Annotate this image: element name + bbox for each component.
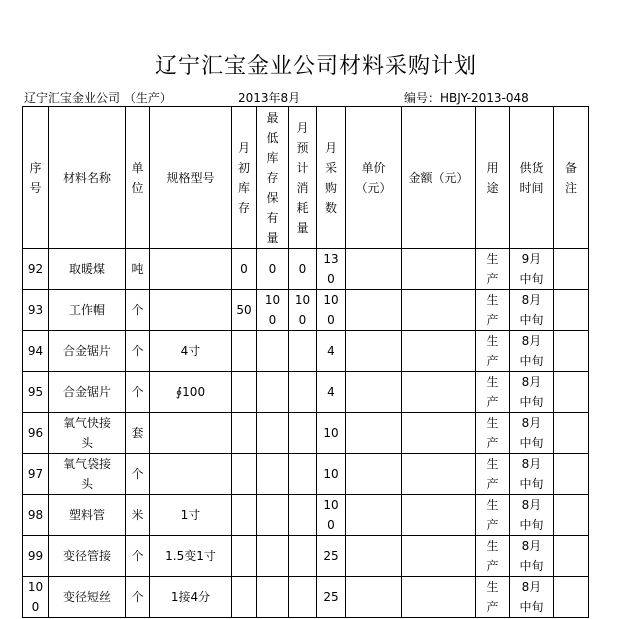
cell-supply-time [510,495,554,536]
cell-material-name [49,413,126,454]
cell-amount [402,454,476,495]
cell-opening-stock [232,577,257,618]
company-label: 辽宁汇宝金业公司 （生产） [24,91,172,105]
cell-material-name [49,290,126,331]
header-opening-stock: 月初库存 [232,107,257,249]
cell-remark [554,372,589,413]
cell-purchase [317,413,346,454]
table-row [23,372,589,413]
cell-opening-stock [232,454,257,495]
cell-seq-text: 98 [27,508,44,522]
cell-forecast [289,577,317,618]
cell-min-stock-text: 100 [264,293,281,327]
cell-material-name-text: 变径短丝 [62,590,111,604]
cell-purchase-text: 4 [327,344,335,358]
cell-seq [23,577,49,618]
cell-spec-text: 1.5变1寸 [165,549,216,563]
cell-material-name-text: 合金锯片 [62,344,111,358]
cell-spec [150,577,232,618]
cell-usage-text: 生产 [486,252,499,286]
cell-material-name [49,536,126,577]
cell-min-stock [257,495,289,536]
header-name: 材料名称 [49,107,126,249]
cell-usage [476,372,510,413]
cell-min-stock [257,454,289,495]
document-code: 编号：HBJY-2013-048 [404,91,529,105]
cell-amount [402,331,476,372]
cell-forecast [289,454,317,495]
cell-remark [554,413,589,454]
cell-unit [126,372,150,413]
cell-purchase [317,577,346,618]
cell-unit [126,290,150,331]
cell-usage-text: 生产 [486,416,499,450]
cell-unit [126,249,150,290]
header-unit: 单位 [126,107,150,249]
cell-forecast [289,372,317,413]
cell-material-name [49,454,126,495]
cell-amount [402,249,476,290]
cell-usage [476,495,510,536]
cell-unit [126,454,150,495]
cell-forecast [289,249,317,290]
cell-supply-time [510,372,554,413]
cell-purchase-text: 130 [323,252,339,286]
cell-unit [126,413,150,454]
cell-supply-time [510,536,554,577]
header-price: 单价（元） [346,107,402,249]
table-row [23,577,589,618]
cell-seq-text: 97 [27,467,44,481]
cell-material-name-text: 工作帽 [68,303,105,317]
header-supply-time: 供货时间 [510,107,554,249]
table-body [23,249,589,618]
header-remark: 备注 [554,107,589,249]
table-row [23,413,589,454]
cell-amount [402,577,476,618]
cell-material-name [49,372,126,413]
cell-material-name-text: 取暖煤 [68,262,105,276]
cell-purchase [317,290,346,331]
cell-unit-text: 米 [131,508,144,522]
cell-seq-text: 99 [27,549,44,563]
cell-usage [476,413,510,454]
cell-purchase-text: 10 [323,467,339,481]
cell-seq [23,495,49,536]
cell-price [346,331,402,372]
cell-unit [126,577,150,618]
cell-amount [402,290,476,331]
cell-opening-stock [232,372,257,413]
document-title: 辽宁汇宝金业公司材料采购计划 [154,54,477,79]
cell-seq [23,454,49,495]
table-row [23,495,589,536]
cell-min-stock [257,249,289,290]
purchase-plan-table [22,106,589,618]
cell-supply-time-text: 8月中旬 [519,539,544,573]
cell-material-name-text: 合金锯片 [62,385,111,399]
cell-spec [150,331,232,372]
cell-seq [23,372,49,413]
cell-seq-text: 92 [27,262,44,276]
cell-material-name-text: 塑料管 [68,508,105,522]
cell-amount [402,536,476,577]
cell-opening-stock-text: 50 [236,303,252,317]
cell-spec-text: 1接4分 [170,590,211,604]
cell-seq [23,290,49,331]
header-amount: 金额（元） [402,107,476,249]
cell-price [346,372,402,413]
table-row [23,249,589,290]
cell-seq [23,413,49,454]
cell-spec-text: 4寸 [180,344,201,358]
cell-unit-text: 吨 [131,262,144,276]
cell-forecast-text: 0 [298,262,307,276]
cell-usage [476,331,510,372]
cell-unit [126,536,150,577]
cell-spec [150,413,232,454]
header-min-stock: 最低库存保有量 [257,107,289,249]
cell-supply-time-text: 8月中旬 [519,293,544,327]
cell-unit-text: 个 [131,467,144,481]
cell-purchase-text: 4 [327,385,335,399]
cell-price [346,413,402,454]
cell-remark [554,577,589,618]
cell-spec-text: 1寸 [180,508,201,522]
cell-purchase-text: 10 [323,426,339,440]
cell-unit-text: 个 [131,385,144,399]
cell-price [346,290,402,331]
cell-material-name-text: 氧气袋接头 [62,457,111,491]
cell-purchase-text: 25 [323,549,339,563]
cell-unit [126,495,150,536]
header-forecast: 月预计消耗量 [289,107,317,249]
cell-spec [150,495,232,536]
cell-supply-time-text: 8月中旬 [519,498,544,532]
header-seq: 序号 [23,107,49,249]
cell-usage [476,577,510,618]
cell-usage-text: 生产 [486,580,499,614]
cell-material-name-text: 氧气快接头 [62,416,111,450]
cell-usage-text: 生产 [486,375,499,409]
cell-spec [150,454,232,495]
cell-remark [554,290,589,331]
cell-unit [126,331,150,372]
cell-amount [402,413,476,454]
cell-opening-stock [232,536,257,577]
cell-supply-time-text: 8月中旬 [519,334,544,368]
cell-purchase [317,536,346,577]
cell-supply-time [510,290,554,331]
cell-purchase-text: 100 [323,498,339,532]
cell-seq-text: 95 [27,385,44,399]
cell-remark [554,495,589,536]
plan-date: 2013年8月 [238,91,301,105]
cell-unit-text: 个 [131,549,144,563]
cell-remark [554,454,589,495]
cell-supply-time [510,413,554,454]
cell-seq [23,331,49,372]
cell-min-stock [257,331,289,372]
table-row [23,536,589,577]
cell-supply-time-text: 9月中旬 [519,252,544,286]
header-purchase: 月采购数 [317,107,346,249]
cell-usage [476,536,510,577]
cell-remark [554,249,589,290]
cell-purchase [317,331,346,372]
cell-material-name [49,249,126,290]
cell-amount [402,372,476,413]
cell-supply-time-text: 8月中旬 [519,416,544,450]
cell-seq [23,249,49,290]
cell-unit-text: 个 [131,303,144,317]
cell-unit-text: 个 [131,590,144,604]
cell-min-stock-text: 0 [268,262,277,276]
cell-min-stock [257,290,289,331]
cell-opening-stock-text: 0 [240,262,248,276]
cell-purchase-text: 25 [323,590,339,604]
cell-supply-time-text: 8月中旬 [519,580,544,614]
cell-price [346,454,402,495]
cell-forecast [289,536,317,577]
cell-price [346,577,402,618]
header-usage: 用途 [476,107,510,249]
cell-seq [23,536,49,577]
header-row [23,107,589,249]
cell-usage [476,249,510,290]
cell-price [346,495,402,536]
cell-forecast [289,495,317,536]
cell-material-name-text: 变径管接 [62,549,111,563]
table-row [23,290,589,331]
cell-purchase-text: 100 [323,293,339,327]
cell-usage-text: 生产 [486,293,499,327]
cell-spec [150,372,232,413]
cell-supply-time [510,577,554,618]
cell-forecast [289,413,317,454]
cell-spec [150,536,232,577]
cell-usage [476,290,510,331]
cell-spec [150,249,232,290]
cell-supply-time-text: 8月中旬 [519,457,544,491]
cell-forecast [289,290,317,331]
cell-seq-text: 94 [27,344,44,358]
cell-forecast-text: 100 [294,293,311,327]
cell-price [346,536,402,577]
cell-purchase [317,454,346,495]
cell-spec [150,290,232,331]
cell-forecast [289,331,317,372]
cell-supply-time-text: 8月中旬 [519,375,544,409]
cell-seq-text: 93 [27,303,44,317]
cell-opening-stock [232,413,257,454]
cell-usage-text: 生产 [486,498,499,532]
cell-opening-stock [232,495,257,536]
cell-min-stock [257,577,289,618]
cell-purchase [317,372,346,413]
cell-supply-time [510,454,554,495]
cell-supply-time [510,249,554,290]
header-spec: 规格型号 [150,107,232,249]
cell-seq-text: 100 [27,580,44,614]
cell-min-stock [257,372,289,413]
table-row [23,331,589,372]
cell-seq-text: 96 [27,426,44,440]
cell-min-stock [257,413,289,454]
cell-purchase [317,495,346,536]
cell-usage-text: 生产 [486,457,499,491]
cell-min-stock [257,536,289,577]
table-row [23,454,589,495]
cell-unit-text: 个 [131,344,144,358]
cell-opening-stock [232,331,257,372]
cell-amount [402,495,476,536]
cell-usage [476,454,510,495]
cell-material-name [49,577,126,618]
cell-remark [554,331,589,372]
cell-material-name [49,331,126,372]
cell-unit-text: 套 [131,426,144,440]
cell-remark [554,536,589,577]
cell-opening-stock [232,290,257,331]
cell-spec-text: ∮100 [175,385,206,399]
cell-supply-time [510,331,554,372]
cell-opening-stock [232,249,257,290]
cell-usage-text: 生产 [486,539,499,573]
cell-material-name [49,495,126,536]
cell-purchase [317,249,346,290]
cell-usage-text: 生产 [486,334,499,368]
cell-price [346,249,402,290]
